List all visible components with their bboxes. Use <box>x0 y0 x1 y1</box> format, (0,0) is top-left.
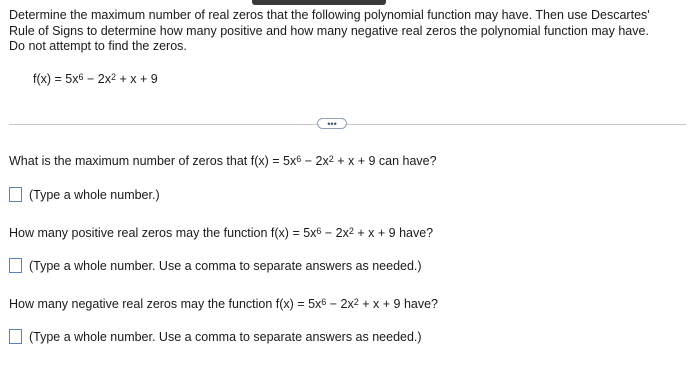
top-header-bar <box>252 0 386 5</box>
answer-row-negative-zeros <box>9 329 422 344</box>
instructions-line-2: Rule of Signs to determine how many positive and how many negative real zeros the polynomial function may have. <box>9 23 649 38</box>
answer-row-max-zeros <box>9 187 160 202</box>
instructions-line-1: Determine the maximum number of real zeros that the following polynomial function may have. Then use Descartes' <box>9 8 650 22</box>
negative-zeros-hint: (Type a whole number. Use a comma to separate answers as needed.) <box>29 329 422 344</box>
section-divider <box>9 124 686 125</box>
answer-row-positive-zeros <box>9 258 422 273</box>
question-max-zeros: What is the maximum number of zeros that $f(x) = 5x^6 - 2x^2 + x + 9$ can have? <box>9 154 437 168</box>
max-zeros-input[interactable] <box>9 187 22 202</box>
positive-zeros-hint: (Type a whole number. Use a comma to separate answers as needed.) <box>29 258 422 273</box>
positive-zeros-input[interactable] <box>9 258 22 273</box>
instructions-line-3: Do not attempt to find the zeros. <box>9 39 187 53</box>
question-positive-zeros: How many positive real zeros may the function $f(x) = 5x^6 - 2x^2 + x + 9$ have? <box>9 226 434 240</box>
question-negative-zeros: How many negative real zeros may the function $f(x) = 5x^6 - 2x^2 + x + 9$ have? <box>9 297 439 311</box>
polynomial-expression: $f(x) = 5x^6 - 2x^2 + x + 9$ <box>33 72 158 86</box>
negative-zeros-input[interactable] <box>9 329 22 344</box>
problem-instructions <box>9 8 685 55</box>
expand-more-button[interactable]: ••• <box>317 118 347 129</box>
max-zeros-hint: (Type a whole number.) <box>29 187 160 202</box>
